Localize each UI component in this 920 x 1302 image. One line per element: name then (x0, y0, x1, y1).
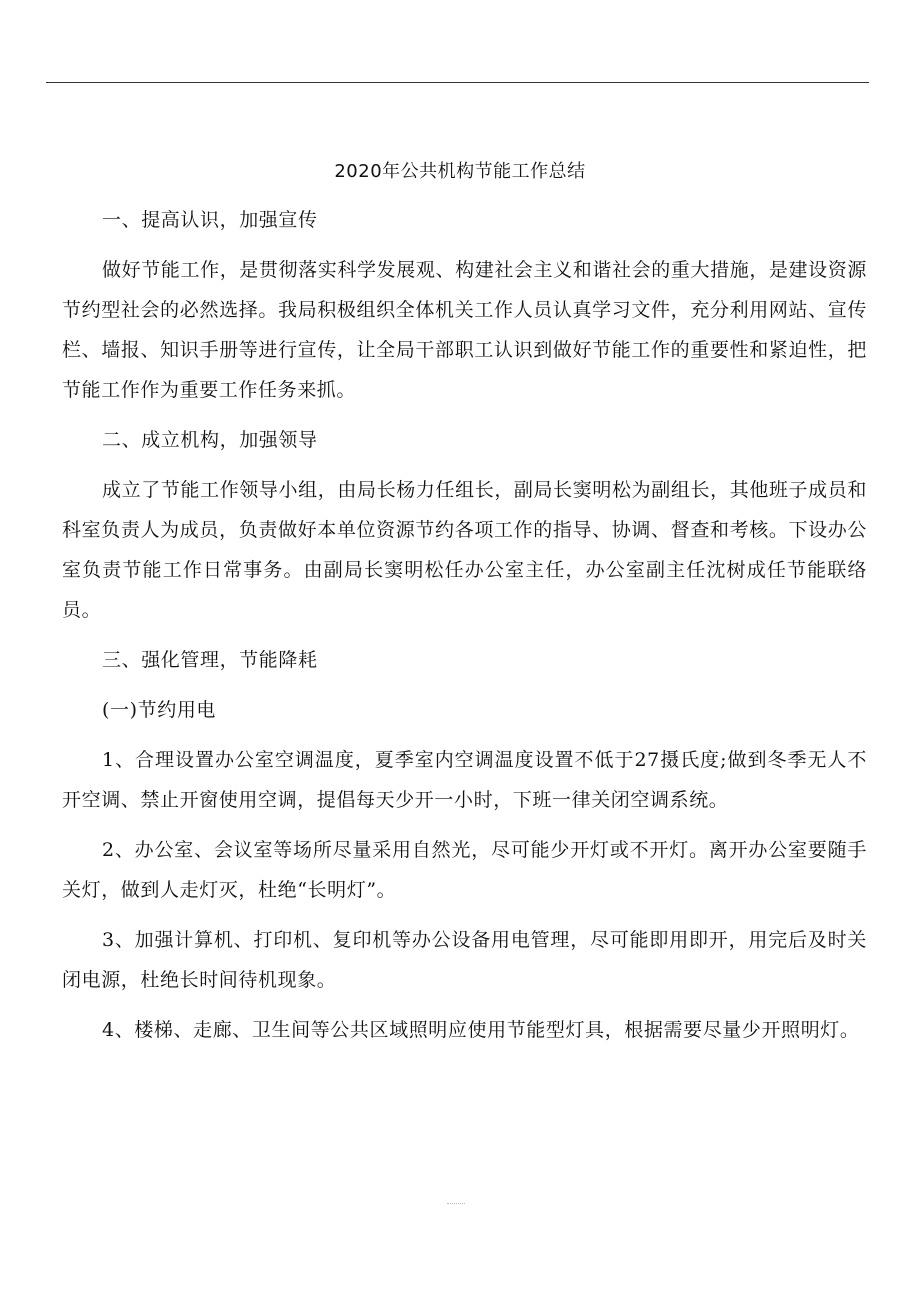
document-body (62, 200, 867, 1060)
paragraph-publicity: 做好节能工作，是贯彻落实科学发展观、构建社会主义和谐社会的重大措施，是建设资源节约型社会的必然选择。我局积极组织全体机关工作人员认真学习文件，充分利用网站、宣传栏、墙报、知识手册等进行宣传，让全局干部职工认识到做好节能工作的重要性和紧迫性，把节能工作作为重要工作任务来抓。 (62, 259, 867, 401)
list-item-3: 3、加强计算机、打印机、复印机等办公设备用电管理，尽可能即用即开，用完后及时关闭电源，杜绝长时间待机现象。 (62, 929, 867, 991)
list-item-2: 2、办公室、会议室等场所尽量采用自然光，尽可能少开灯或不开灯。离开办公室要随手关灯，做到人走灯灭，杜绝“长明灯”。 (62, 839, 867, 901)
list-item-4: 4、楼梯、走廊、卫生间等公共区域照明应使用节能型灯具，根据需要尽量少开照明灯。 (102, 1019, 860, 1041)
subsection-heading-electricity: (一)节约用电 (102, 699, 217, 721)
section-heading-1: 一、提高认识，加强宣传 (102, 209, 318, 231)
document-title: 2020年公共机构节能工作总结 (334, 161, 586, 182)
page-marker (447, 1203, 465, 1204)
list-item-1: 1、合理设置办公室空调温度，夏季室内空调温度设置不低于27摄氏度;做到冬季无人不开空调、禁止开窗使用空调，提倡每天少开一小时，下班一律关闭空调系统。 (62, 749, 867, 811)
header-rule (46, 82, 869, 83)
section-heading-2: 二、成立机构，加强领导 (102, 429, 318, 451)
paragraph-organization: 成立了节能工作领导小组，由局长杨力任组长，副局长窦明松为副组长，其他班子成员和科室负责人为成员，负责做好本单位资源节约各项工作的指导、协调、督查和考核。下设办公室负责节能工作日常事务。由副局长窦明松任办公室主任，办公室副主任沈树成任节能联络员。 (62, 479, 867, 621)
section-heading-3: 三、强化管理，节能降耗 (102, 649, 318, 671)
